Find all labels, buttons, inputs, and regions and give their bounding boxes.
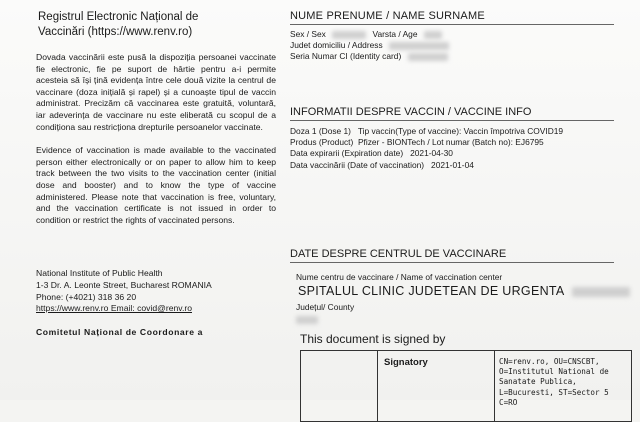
english-disclaimer: Evidence of vaccination is made available to the vaccinated person either electronically or on paper to allow him to keep track between the two visits to the vaccination center (initial dose and booster) and to know the type of vaccine administered. Please note that vaccination is free, voluntary, and the vaccination certificate is not issued in order to condition or restrict the rights of vaccinated persons. bbox=[36, 145, 276, 225]
romanian-disclaimer: Dovada vaccinării este pusă la dispoziția persoanei vaccinate fie electronic, fie pe suport de hârtie pentru a-i permite acesteia să își țină evidența între cele două vizite la centrul de vaccinare (doza inițială și rapel) și a cunoaște tipul de vaccin administrat. Precizăm că vaccinarea este gratuită, voluntară, iar adeverința de vaccinare nu este eliberată cu scopul de a condiționa sau restricționa drepturile persoanelor vaccinate. bbox=[36, 52, 276, 132]
person-fields bbox=[290, 29, 640, 62]
vaccination-date-label: Data vaccinării (Date of vaccination) bbox=[290, 159, 425, 170]
signature-empty-cell bbox=[301, 351, 378, 421]
product-value: Pfizer - BIONTech bbox=[357, 137, 425, 148]
dose-row bbox=[290, 126, 563, 137]
signature-table bbox=[300, 350, 632, 422]
hospital-name bbox=[298, 284, 630, 298]
signatory-label: Signatory bbox=[384, 357, 428, 368]
redacted-age bbox=[424, 31, 442, 39]
dose-label: Doza 1 (Dose 1) bbox=[290, 126, 351, 136]
expiry-value: 2021-04-30 bbox=[410, 148, 453, 159]
id-label: Seria Numar CI (Identity card) bbox=[290, 51, 402, 61]
institute-links[interactable]: https://www.renv.ro Email: covid@renv.ro bbox=[36, 303, 192, 314]
expiry-label: Data expirarii (Expiration date) bbox=[290, 148, 404, 159]
sex-age-row bbox=[290, 29, 640, 40]
committee-text: Comitetul Național de Coordonare a bbox=[36, 326, 203, 337]
product-label: Produs (Product) bbox=[290, 137, 354, 148]
institute-phone: Phone: (+4021) 318 36 20 bbox=[36, 291, 137, 302]
redacted-id bbox=[408, 53, 448, 61]
address-label: Judet domiciliu / Address bbox=[290, 40, 383, 50]
vaccine-type-label: Tip vaccin(Type of vaccine): bbox=[357, 126, 462, 136]
redacted-hospital-city bbox=[572, 287, 630, 297]
right-column bbox=[290, 10, 640, 407]
name-section-title: NUME PRENUME / NAME SURNAME bbox=[290, 10, 614, 25]
institute-name: National Institute of Public Health bbox=[36, 268, 163, 279]
expiry-row bbox=[290, 148, 563, 159]
institute-address: 1-3 Dr. A. Leonte Street, Bucharest ROMANIA bbox=[36, 279, 212, 290]
county-label: Județul/ County bbox=[296, 302, 355, 312]
signature-label-cell bbox=[378, 351, 495, 421]
signed-by-heading: This document is signed by bbox=[300, 332, 446, 346]
left-column bbox=[36, 10, 276, 337]
vaccine-section-title: INFORMATII DESPRE VACCIN / VACCINE INFO bbox=[290, 106, 614, 121]
center-section-title: DATE DESPRE CENTRUL DE VACCINARE bbox=[290, 248, 614, 263]
vaccination-date-row bbox=[290, 160, 563, 171]
hospital-name-text: SPITALUL CLINIC JUDETEAN DE URGENTA bbox=[298, 284, 564, 298]
redacted-sex bbox=[332, 31, 366, 39]
vaccine-type-value: Vaccin împotriva COVID19 bbox=[463, 126, 564, 136]
redacted-county bbox=[296, 316, 318, 324]
vaccine-fields bbox=[290, 126, 563, 171]
county-row bbox=[296, 302, 354, 324]
id-row bbox=[290, 51, 640, 62]
address-row bbox=[290, 40, 640, 51]
registry-title-line2: Vaccinări (https://www.renv.ro) bbox=[38, 26, 193, 38]
signatory-value: CN=renv.ro, OU=CNSCBT, O=Institutul National de Sanatate Publica, L=Bucuresti, ST=Sector 5 C=RO bbox=[499, 357, 609, 407]
institute-contact bbox=[36, 268, 276, 314]
product-row bbox=[290, 137, 563, 148]
vaccination-date-value: 2021-01-04 bbox=[431, 159, 474, 170]
redacted-address bbox=[389, 42, 449, 50]
lot-label: / Lot numar (Batch no): bbox=[427, 137, 513, 148]
lot-value: EJ6795 bbox=[515, 137, 544, 148]
registry-title bbox=[38, 10, 276, 40]
age-label: Varsta / Age bbox=[372, 29, 418, 39]
registry-title-line1: Registrul Electronic Național de bbox=[38, 11, 199, 23]
sex-label: Sex / Sex bbox=[290, 29, 326, 39]
center-name-label: Nume centru de vaccinare / Name of vaccination center bbox=[296, 272, 503, 282]
